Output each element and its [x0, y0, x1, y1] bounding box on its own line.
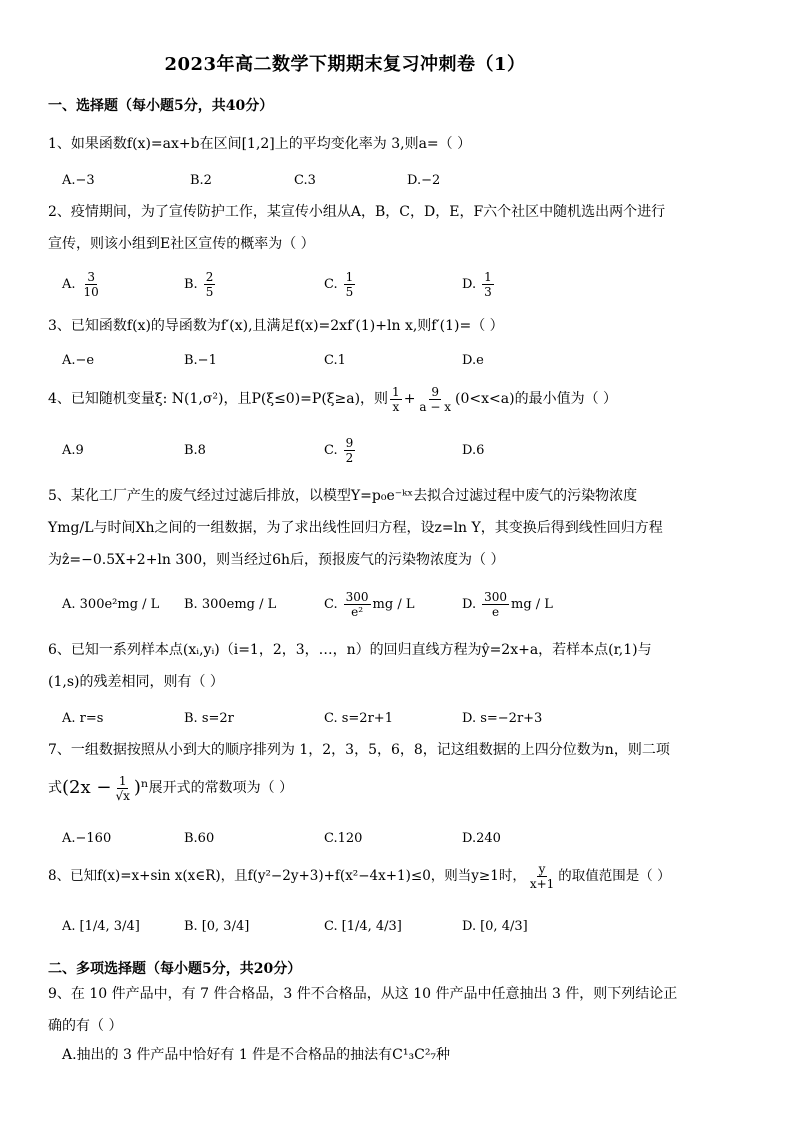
option-c[interactable]: C. [1/4, 4/3] [324, 918, 402, 934]
option-b[interactable]: B. s=2r [184, 710, 234, 726]
option-d[interactable]: D. s=−2r+3 [462, 710, 543, 726]
option-c[interactable]: C. $\frac{1}{5}$ [324, 269, 354, 299]
question-5-options [62, 586, 712, 622]
question-6 [48, 634, 748, 698]
option-b[interactable]: B.8 [184, 442, 206, 458]
fraction: $\frac{9}{2}$ [345, 435, 354, 465]
fraction: $\frac{3}{10}$ [83, 269, 99, 299]
option-d[interactable]: D. [0, 4/3] [462, 918, 528, 934]
question-2-options [62, 266, 712, 302]
option-a[interactable]: A. $\frac{3}{10}$ [62, 269, 99, 299]
question-4-options [62, 432, 712, 468]
option-c[interactable]: C. $\frac{300}{\text{e²}}$ mg / L [324, 589, 415, 619]
option-d[interactable]: D.e [462, 352, 484, 368]
fraction: $\frac{1}{5}$ [345, 269, 354, 299]
question-7 [48, 734, 748, 810]
question-2-line-1: 2、疫情期间，为了宣传防护工作，某宣传小组从A，B，C，D，E，F六个社区中随机选出两个进行 [48, 204, 666, 220]
option-a[interactable]: A. [1/4, 3/4] [62, 918, 140, 934]
option-b[interactable]: B. $\frac{2}{5}$ [184, 269, 214, 299]
option-d[interactable]: D.−2 [407, 172, 441, 188]
question-3-options [62, 342, 712, 378]
fraction: $\frac{1}{3}$ [484, 269, 492, 299]
question-1: 1、如果函数f(x)=ax+b在区间[1,2]上的平均变化率为 3,则a=（ ） [48, 136, 472, 152]
option-c[interactable]: C. s=2r+1 [324, 710, 393, 726]
option-c[interactable]: C.120 [324, 830, 363, 846]
fraction: $\frac{y}{x+1}$ [529, 861, 555, 891]
fraction: $\frac{1}{x}$ [392, 384, 400, 414]
question-3: 3、已知函数f(x)的导函数为f′(x),且满足f(x)=2xf′(1)+ln x,则f′(1)=（ ） [48, 318, 504, 334]
question-6-line-1: 6、已知一系列样本点(xᵢ,yᵢ)（i=1，2，3，…，n）的回归直线方程为ŷ=2x+a，若样本点(r,1)与 [48, 642, 652, 658]
option-b[interactable]: B.60 [184, 830, 215, 846]
question-7-options [62, 820, 712, 856]
option-d[interactable]: D.240 [462, 830, 501, 846]
section-heading-single-choice: 一、选择题（每小题5分，共40分） [48, 98, 274, 114]
option-a[interactable]: A.−e [62, 352, 95, 368]
question-5-line-2: Ymg/L与时间Xh之间的一组数据，为了求出线性回归方程，设z=ln Y，其变换后得到线性回归方程 [48, 520, 663, 536]
option-c[interactable]: C.1 [324, 352, 346, 368]
question-5-line-3: 为ẑ=−0.5X+2+ln 300，则当经过6h后，预报废气的污染物浓度为（ ） [48, 552, 505, 568]
option-b[interactable]: B.2 [190, 172, 212, 188]
page-title: 2023年高二数学下期期末复习冲刺卷（1） [164, 54, 526, 75]
question-2-line-2: 宣传，则该小组到E社区宣传的概率为（ ） [48, 236, 315, 252]
question-9-line-1: 9、在 10 件产品中，有 7 件合格品，3 件不合格品，从这 10 件产品中任意抽出 3 件，则下列结论正 [48, 986, 678, 1002]
option-b[interactable]: B.−1 [184, 352, 217, 368]
question-8: 8、已知f(x)=x+sin x(x∈R)，且f(y²−2y+3)+f(x²−4x+1)≤0，则当y≥1时， $\frac{y}{x+1}$ 的取值范围是（ ） [48, 861, 671, 891]
option-c[interactable]: C.3 [294, 172, 316, 188]
option-d[interactable]: D. $\frac{300}{e}$ mg / L [462, 589, 553, 619]
question-9 [48, 978, 748, 1042]
option-a[interactable]: A.−160 [62, 830, 112, 846]
question-9-option-a[interactable]: A.抽出的 3 件产品中恰好有 1 件是不合格品的抽法有C¹₃C²₇种 [62, 1047, 451, 1063]
question-9-line-2: 确的有（ ） [48, 1018, 123, 1034]
question-2 [48, 196, 748, 260]
question-6-options [62, 700, 712, 736]
fraction: $\frac{2}{5}$ [205, 269, 214, 299]
question-5 [48, 480, 748, 576]
option-a[interactable]: A.−3 [62, 172, 95, 188]
option-d[interactable]: D. $\frac{1}{3}$ [462, 269, 492, 299]
question-4: 4、已知随机变量ξ: N(1,σ²)，且P(ξ≤0)=P(ξ≥a)，则 $\frac{1}{x}$ + $\frac{9}{a - x}$ (0<x<a)的最小值为（ ） [48, 384, 618, 414]
option-b[interactable]: B. 300emg / L [184, 596, 277, 612]
question-1-options [62, 162, 712, 198]
fraction: $\frac{1}{√x}$ [115, 773, 130, 803]
fraction: $\frac{300}{\text{e²}}$ [345, 589, 369, 619]
question-7-line-1: 7、一组数据按照从小到大的顺序排列为 1，2，3，5，6，8，记这组数据的上四分位数为n，则二项 [48, 742, 670, 758]
option-b[interactable]: B. [0, 3/4] [184, 918, 250, 934]
option-a[interactable]: A. r=s [62, 710, 104, 726]
question-7-line-2: 式 (2x − $\frac{1}{√x}$ )ⁿ 展开式的常数项为（ ） [48, 773, 294, 803]
question-8-options [62, 908, 712, 944]
question-6-line-2: (1,s)的残差相同，则有（ ） [48, 674, 224, 690]
question-5-line-1: 5、某化工厂产生的废气经过过滤后排放，以模型Y=p₀e⁻ᵏˣ去拟合过滤过程中废气的污染物浓度 [48, 488, 638, 504]
fraction: $\frac{9}{a - x}$ [419, 384, 452, 414]
option-a[interactable]: A.9 [62, 442, 84, 458]
option-d[interactable]: D.6 [462, 442, 485, 458]
fraction: $\frac{300}{e}$ [484, 589, 507, 619]
option-c[interactable]: C. $\frac{9}{2}$ [324, 435, 354, 465]
option-a[interactable]: A. 300e²mg / L [62, 596, 160, 612]
section-heading-multiple-choice: 二、多项选择题（每小题5分，共20分） [48, 961, 302, 977]
